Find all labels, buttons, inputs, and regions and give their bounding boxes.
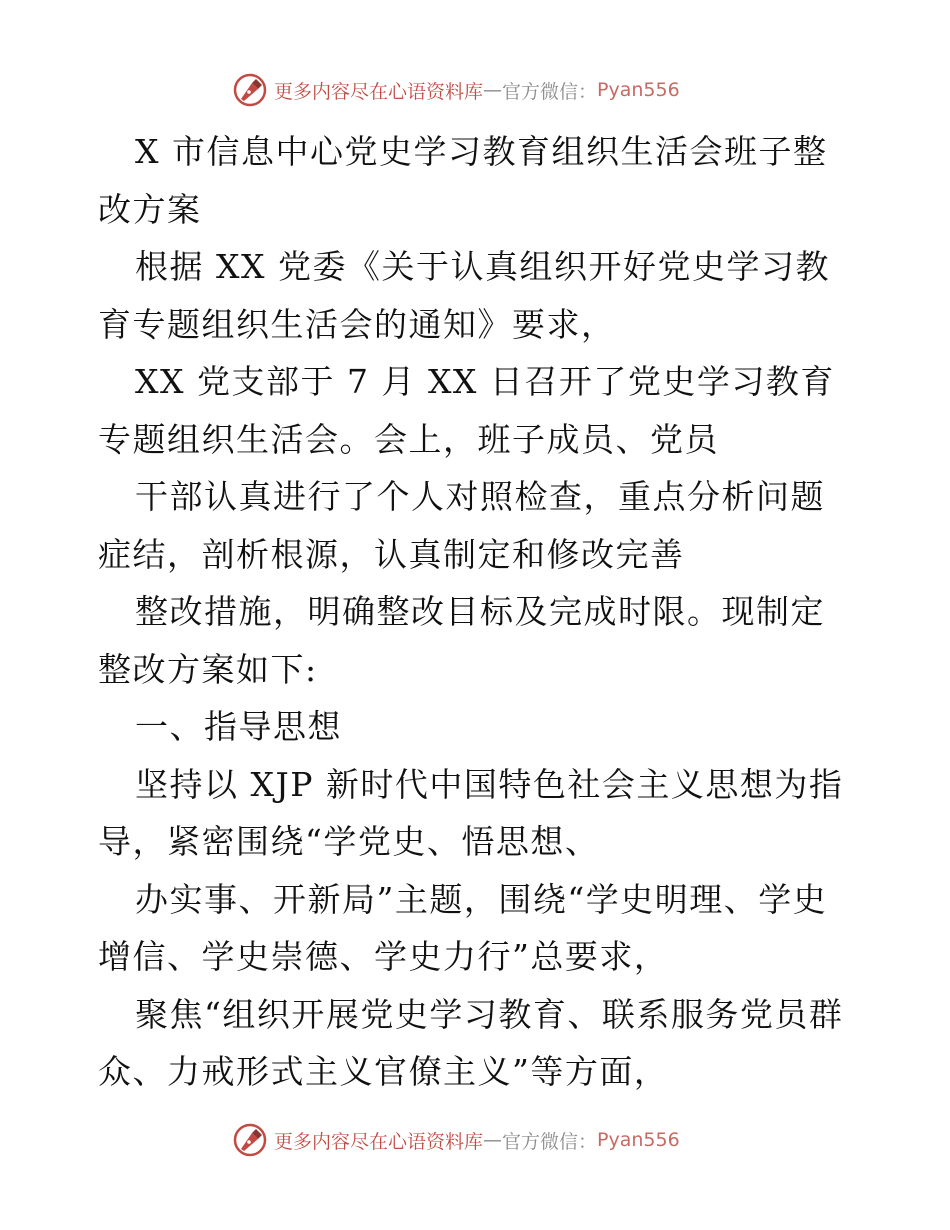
paragraph: 办实事、开新局”主题，围绕“学史明理、学史增信、学史崇德、学史力行”总要求，	[98, 879, 828, 976]
watermark-wechat-label: 官方微信：	[502, 80, 598, 103]
section-heading: 一、指导思想	[135, 707, 342, 746]
paragraph: 根据 XX 党委《关于认真组织开好党史学习教育专题组织生活会的通知》要求，	[98, 247, 830, 344]
watermark-dash: —	[483, 1129, 503, 1151]
pen-nib-icon	[232, 1122, 268, 1158]
paragraph: 整改措施，明确整改目标及完成时限。现制定整改方案如下:	[98, 592, 825, 689]
header-watermark	[232, 70, 752, 110]
footer-watermark	[232, 1120, 752, 1160]
paragraph: 聚焦“组织开展党史学习教育、联系服务党员群众、力戒形式主义官僚主义”等方面，	[98, 994, 844, 1091]
watermark-wechat-id: Pyan556	[597, 1129, 680, 1151]
pen-nib-icon	[232, 72, 268, 108]
watermark-dash: —	[483, 79, 503, 101]
watermark-wechat-id: Pyan556	[597, 79, 680, 101]
watermark-site-text: 更多内容尽在心语资料库	[274, 80, 484, 103]
document-body	[98, 123, 858, 1101]
watermark-site-text: 更多内容尽在心语资料库	[274, 1130, 484, 1153]
paragraph: 干部认真进行了个人对照检查，重点分析问题症结，剖析根源，认真制定和修改完善	[98, 477, 825, 574]
paragraph: 坚持以 XJP 新时代中国特色社会主义思想为指导，紧密围绕“学党史、悟思想、	[98, 764, 844, 861]
document-title: X 市信息中心党史学习教育组织生活会班子整改方案	[98, 132, 828, 229]
watermark-wechat-label: 官方微信：	[502, 1130, 598, 1153]
paragraph: XX 党支部于 7 月 XX 日召开了党史学习教育专题组织生活会。会上，班子成员、党员	[98, 362, 835, 459]
